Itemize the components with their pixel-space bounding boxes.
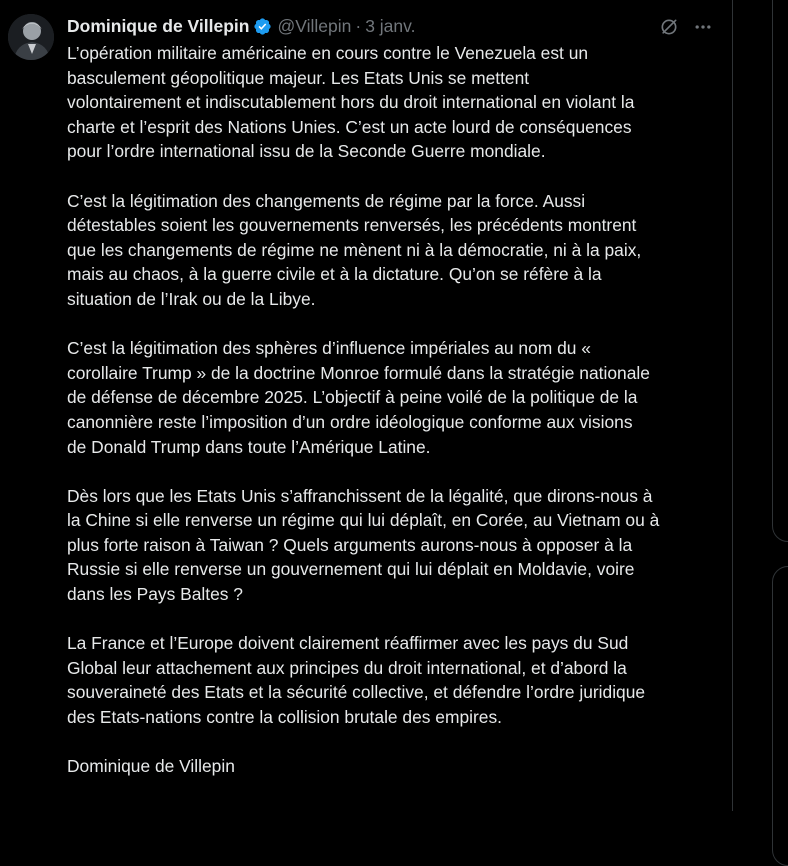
author-handle[interactable]: @Villepin xyxy=(277,15,352,36)
tweet-paragraph: L’opération militaire américaine en cours contre le Venezuela est un basculement géopolitique majeur. Les Etats Unis se mettent volontairement et indiscutablement hors du droit international en violant la charte et l’esprit des Nations Unies. C’est un acte lourd de conséquences pour l’ordre international issu de la Seconde Guerre mondiale. xyxy=(67,43,635,162)
more-icon[interactable] xyxy=(689,15,717,39)
avatar[interactable] xyxy=(8,14,54,60)
tweet-paragraph: C’est la légitimation des sphères d’influence impériales au nom du « corollaire Trump » de la doctrine Monroe formulé dans la stratégie nationale de défense de décembre 2025. L’objectif à peine voilé de la politique de la canonnière reste l’imposition d’un ordre idéologique conforme aux visions de Donald Trump dans toute l’Amérique Latine. xyxy=(67,338,650,457)
sidebar-card-top xyxy=(772,0,788,542)
author-name[interactable]: Dominique de Villepin xyxy=(67,15,250,36)
tweet-header xyxy=(67,14,415,38)
tweet-date[interactable]: 3 janv. xyxy=(365,15,416,36)
tweet-paragraph: La France et l’Europe doivent clairement réaffirmer avec les pays du Sud Global leur attachement aux principes du droit international, et d’abord la souveraineté des Etats et la sécurité collective, et défendre l’ordre juridique des Etats-nations contre la collision brutale des empires. xyxy=(67,633,646,728)
tweet-paragraph: Dès lors que les Etats Unis s’affranchissent de la légalité, que dirons-nous à la Chine si elle renverse un régime qui lui déplaît, en Corée, au Vietnam ou à plus forte raison à Taiwan ? Quels arguments aurons-nous à opposer à la Russie si elle renverse un gouvernement qui lui déplait en Moldavie, voire dans les Pays Baltes ? xyxy=(67,485,660,605)
tweet-text xyxy=(67,41,727,779)
tweet-signature: Dominique de Villepin xyxy=(67,756,235,777)
verified-badge-icon[interactable] xyxy=(253,17,272,36)
header-separator: · xyxy=(355,15,362,36)
sidebar-card-bottom xyxy=(772,566,788,866)
grok-icon[interactable] xyxy=(657,15,681,39)
tweet-paragraph: C’est la légitimation des changements de régime par la force. Aussi détestables soient les gouvernements renversés, les précédents montrent que les changements de régime ne mènent ni à la démocratie, ni à la paix, mais au chaos, à la guerre civile et à la dictature. Qu’on se réfère à la situation de l’Irak ou de la Libye. xyxy=(67,190,642,309)
